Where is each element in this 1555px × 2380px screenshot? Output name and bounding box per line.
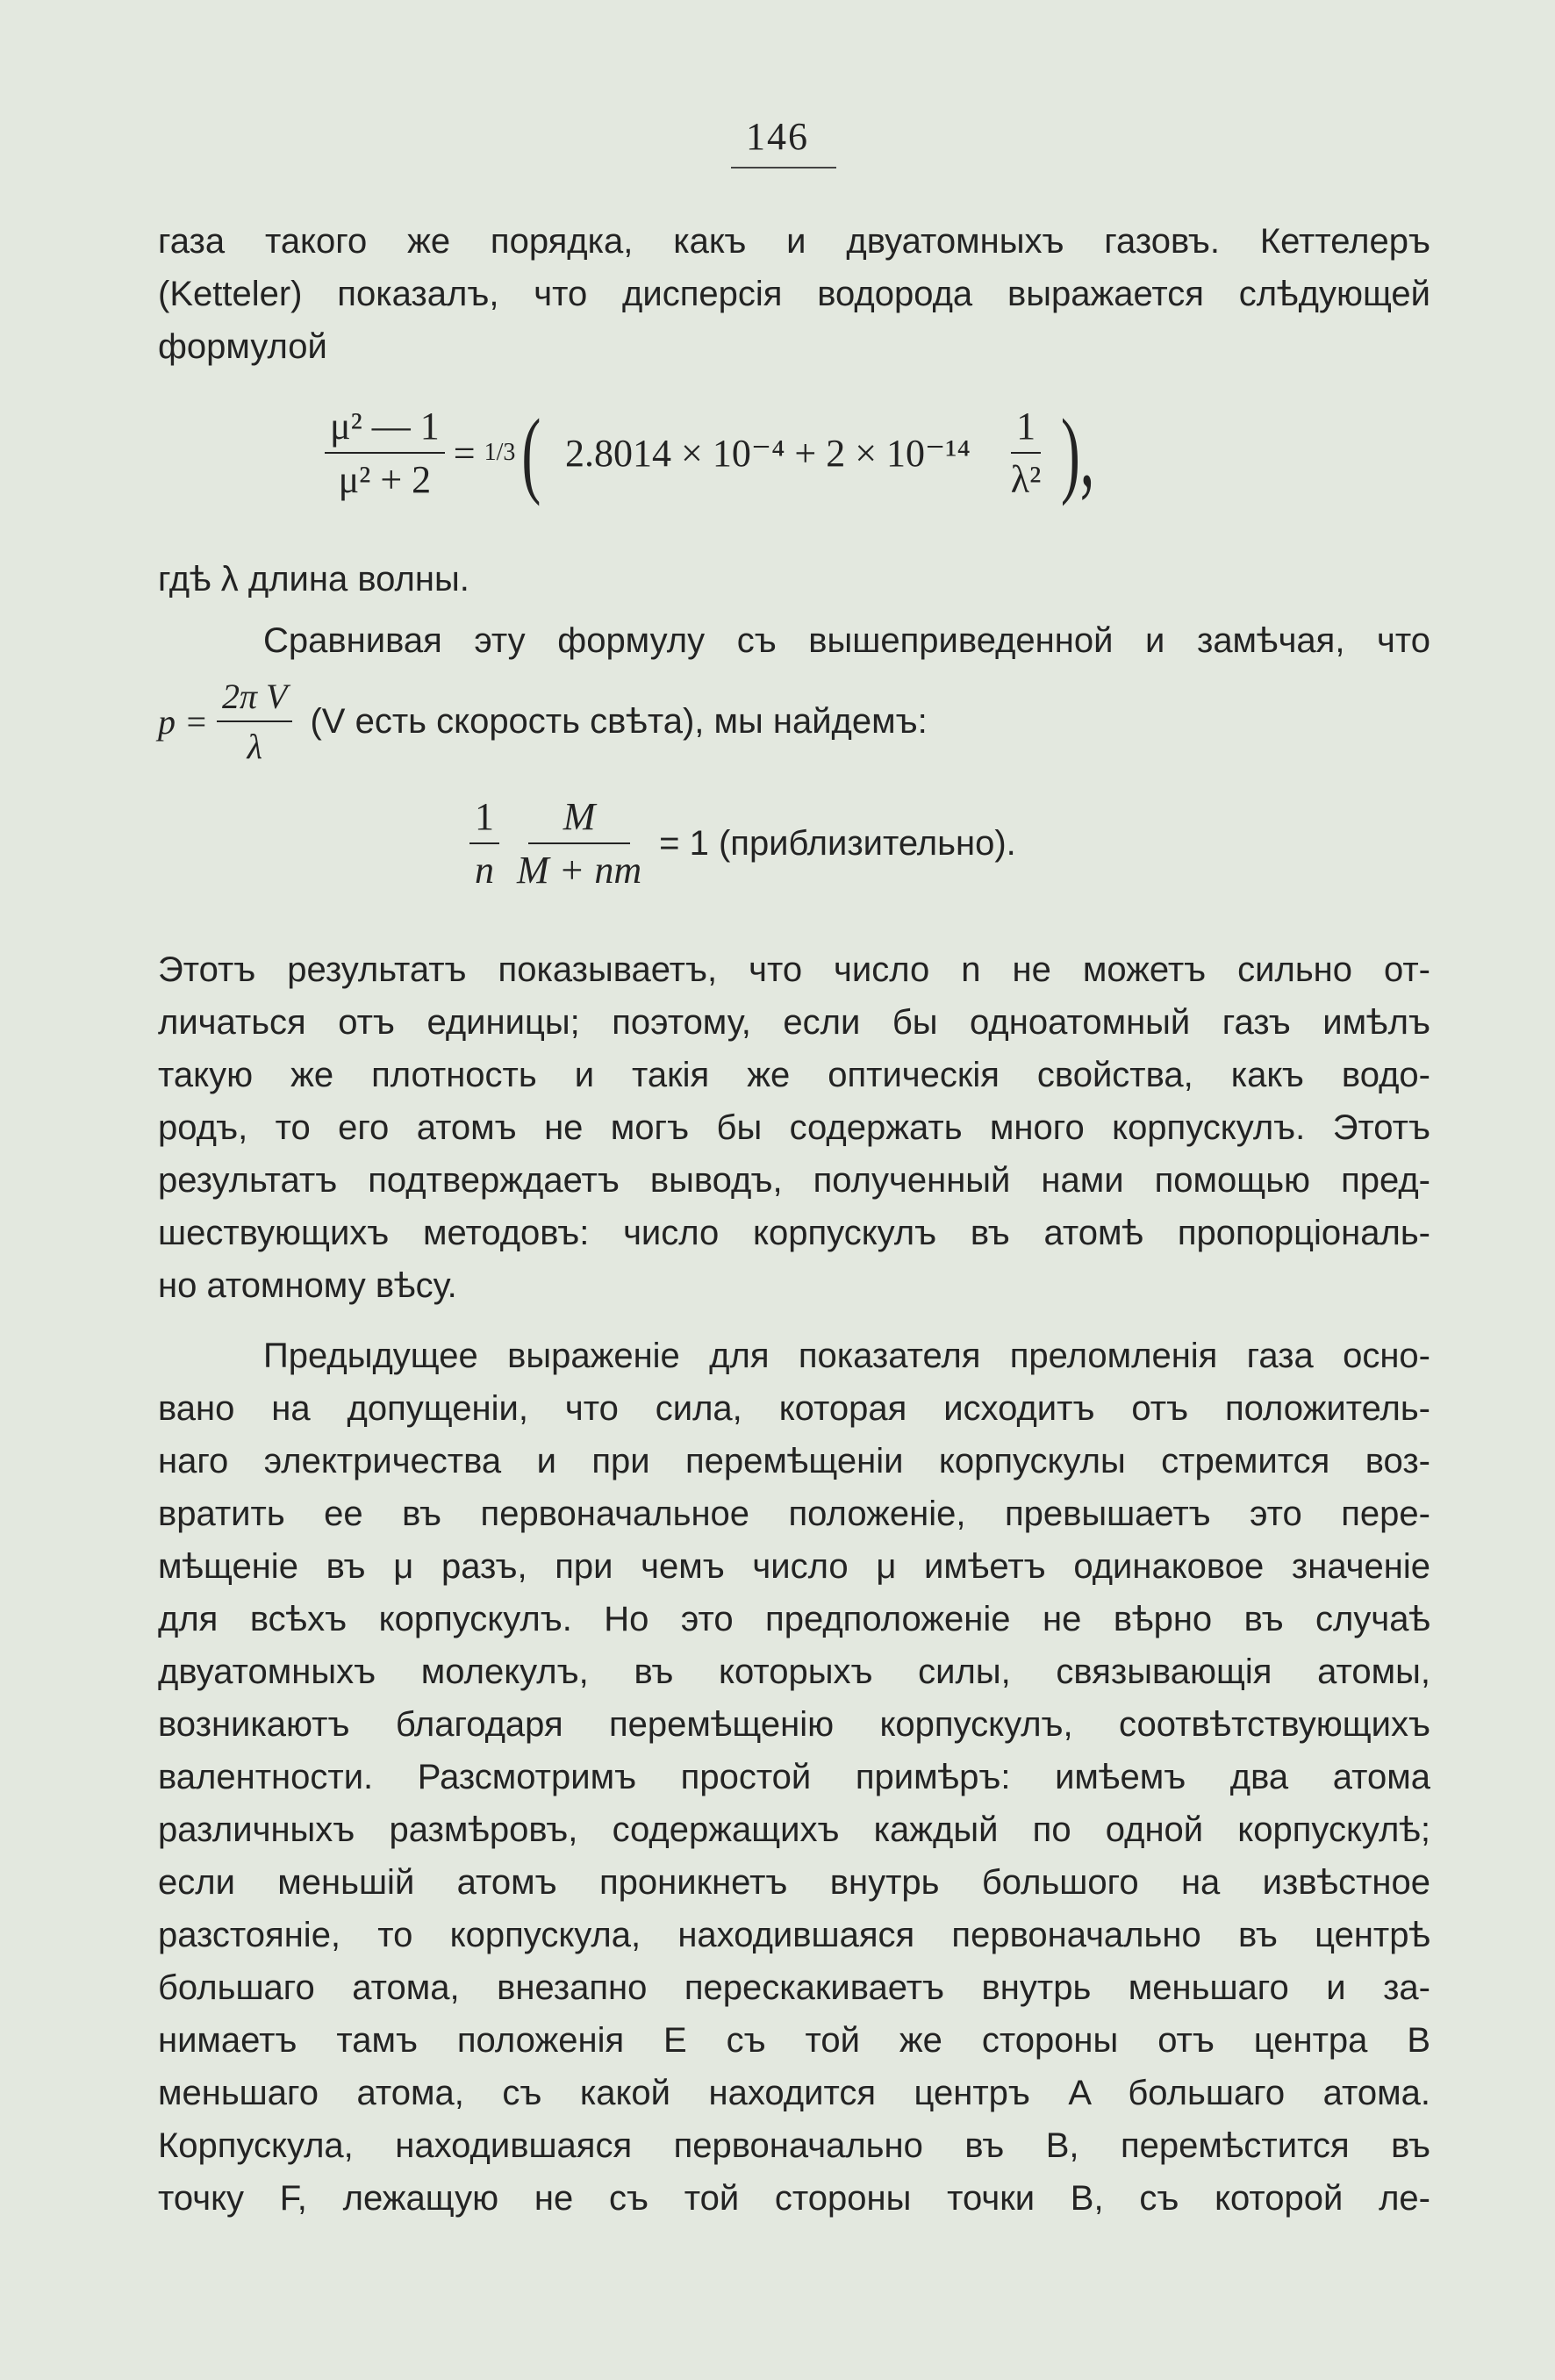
formula-mass-numerator: M xyxy=(528,794,631,844)
formula-left-paren: ( xyxy=(521,399,541,506)
text-line: Предыдущее выраженіе для показателя преломленія газа осно- xyxy=(263,1337,1430,1375)
formula-constant-terms: 2.8014 × 10⁻⁴ + 2 × 10⁻¹⁴ xyxy=(565,431,971,475)
page-number: 146 xyxy=(746,115,809,158)
formula-p-fraction xyxy=(217,676,292,767)
text-line: вано на допущеніи, что сила, которая исходитъ отъ положитель- xyxy=(158,1389,1430,1428)
formula-inverse-numerator: 1 xyxy=(1011,404,1041,454)
text-line: результатъ подтверждаетъ выводъ, полученный нами помощью пред- xyxy=(158,1161,1430,1200)
text-line: возникаютъ благодаря перемѣщенію корпускулъ, соотвѣтствующихъ xyxy=(158,1705,1430,1744)
text-line: Корпускула, находившаяся первоначально въ B, перемѣстится въ xyxy=(158,2126,1430,2165)
text-line: Сравнивая эту формулу съ вышеприведенной и замѣчая, что xyxy=(263,621,1430,660)
formula-p-denominator: λ xyxy=(247,727,262,766)
formula-inverse-denominator: λ² xyxy=(1010,458,1042,501)
text-line: родъ, то его атомъ не могъ бы содержать много корпускулъ. Этотъ xyxy=(158,1108,1430,1147)
formula-one-numerator: 1 xyxy=(469,794,499,844)
text-line: для всѣхъ корпускулъ. Но это предположеніе не вѣрно въ случаѣ xyxy=(158,1600,1430,1638)
formula-p-lhs: p = xyxy=(158,701,208,742)
text-line: такую же плотность и такія же оптическія свойства, какъ водо- xyxy=(158,1056,1430,1094)
text-line: газа такого же порядка, какъ и двуатомныхъ газовъ. Кеттелеръ xyxy=(158,222,1430,261)
formula-mass-fraction xyxy=(512,794,647,892)
formula-lhs-numerator: μ² — 1 xyxy=(325,404,445,454)
page-number-rule xyxy=(731,167,836,168)
paragraph-1 xyxy=(158,215,1430,373)
paragraph-3 xyxy=(158,943,1430,1312)
text-line: нимаетъ тамъ положенія E съ той же стороны отъ центра B xyxy=(158,2021,1430,2060)
text-line: мѣщеніе въ μ разъ, при чемъ число μ имѣетъ одинаковое значеніе xyxy=(158,1547,1430,1586)
formula-n-denominator: n xyxy=(475,849,494,892)
formula-right-paren: ), xyxy=(1061,399,1095,506)
wave-number-formula xyxy=(158,676,928,767)
formula-lhs-denominator: μ² + 2 xyxy=(338,458,432,501)
text-line: наго электричества и при перемѣщеніи корпускулы стремится воз- xyxy=(158,1442,1430,1480)
text-line: двуатомныхъ молекулъ, въ которыхъ силы, связывающія атомы, xyxy=(158,1652,1430,1691)
text-line: валентности. Разсмотримъ простой примѣръ: имѣемъ два атома xyxy=(158,1758,1430,1796)
formula-lhs-fraction xyxy=(325,404,445,502)
formula-coefficient: 1/3 xyxy=(484,439,516,466)
formula-equals: = xyxy=(453,431,476,475)
text-line: формулой xyxy=(158,327,327,366)
text-line: вратить ее въ первоначальное положеніе, превышаетъ это пере- xyxy=(158,1495,1430,1533)
formula-p-numerator: 2π V xyxy=(217,676,292,722)
formula-mass-denominator: M + nm xyxy=(517,849,642,892)
where-line xyxy=(158,553,1430,606)
text-line: разстояніе, то корпускула, находившаяся первоначально въ центрѣ xyxy=(158,1916,1430,1954)
text-line: личаться отъ единицы; поэтому, если бы одноатомный газъ имѣлъ xyxy=(158,1003,1430,1042)
text-line: (Ketteler) показалъ, что дисперсія водорода выражается слѣдующей xyxy=(158,275,1430,313)
formula-inverse-lambda xyxy=(1006,404,1047,502)
paragraph-2 xyxy=(263,614,1430,667)
text-line: гдѣ λ длина волны. xyxy=(158,560,469,599)
dispersion-formula xyxy=(325,399,1106,506)
text-line: различныхъ размѣровъ, содержащихъ каждый по одной корпускулѣ; xyxy=(158,1810,1430,1849)
paragraph-4 xyxy=(158,1330,1430,2225)
text-line: меньшаго атома, съ какой находится центръ A большаго атома. xyxy=(158,2074,1430,2112)
text-line: точку F, лежащую не съ той стороны точки B, съ которой ле- xyxy=(158,2179,1430,2218)
formula-one-over-n xyxy=(469,794,499,892)
text-line: Этотъ результатъ показываетъ, что число n не можетъ сильно от- xyxy=(158,950,1430,989)
text-line: если меньшій атомъ проникнетъ внутрь большого на извѣстное xyxy=(158,1863,1430,1902)
text-line: но атомному вѣсу. xyxy=(158,1266,457,1305)
text-line: большаго атома, внезапно перескакиваетъ внутрь меньшаго и за- xyxy=(158,1968,1430,2007)
formula-result: = 1 (приблизительно). xyxy=(659,823,1016,863)
formula-p-explanation: (V есть скорость свѣта), мы найдемъ: xyxy=(310,701,928,741)
approximation-formula xyxy=(469,794,1016,892)
text-line: шествующихъ методовъ: число корпускулъ въ атомѣ пропорціональ- xyxy=(158,1214,1430,1252)
